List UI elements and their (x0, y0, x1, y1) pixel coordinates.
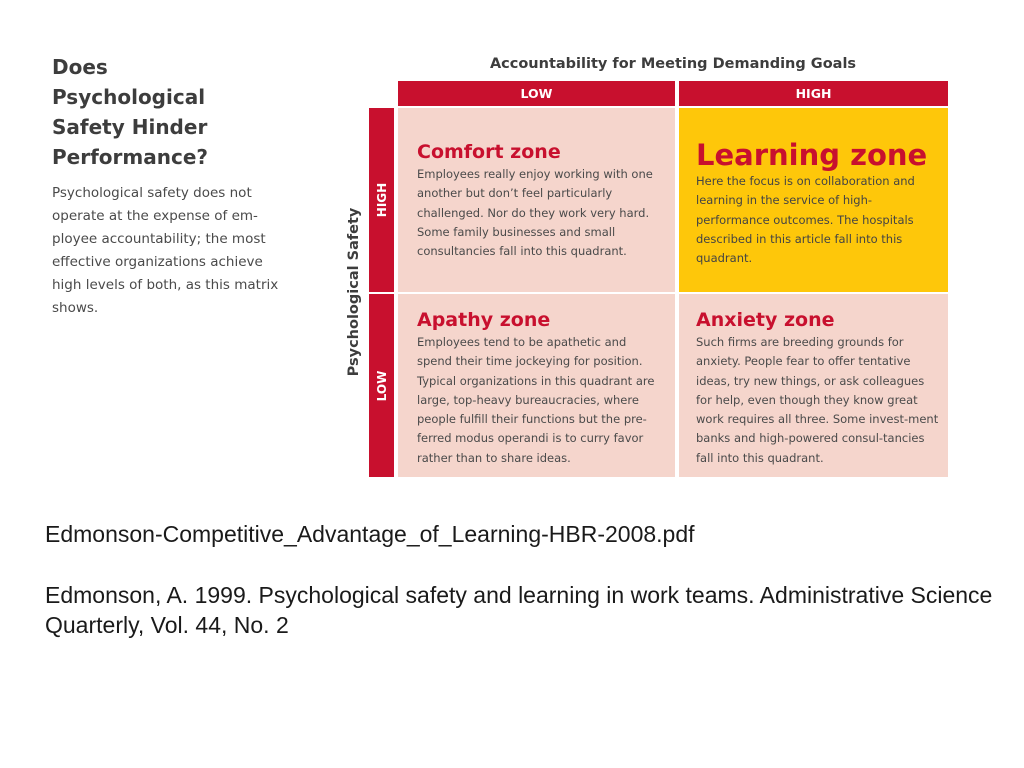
y-axis-title: Psychological Safety (346, 207, 362, 377)
quadrant-apathy-zone (398, 294, 675, 477)
reference-citation: Edmonson, A. 1999. Psychological safety and learning in work teams. Administrative Science Quarterly, Vol. 44, No. 2 (45, 582, 993, 638)
sidebar-title: Does Psychological Safety Hinder Performance? (52, 55, 208, 169)
row-label-high: HIGH (374, 182, 389, 218)
learning-zone-title: Learning zone (696, 138, 928, 172)
apathy-zone-title: Apathy zone (417, 309, 551, 331)
learning-zone-text: Here the focus is on collaboration and learning in the service of high-performance outcomes. The hospitals described in this article fall into this quadrant. (696, 174, 915, 266)
apathy-zone-text: Employees tend to be apathetic and spend their time jockeying for position. Typical organizations in this quadrant are large, top-heavy bureaucracies, where people fulfill their functions but the pre-ferred modus operandi is to curry favor rather than to share ideas. (417, 335, 655, 465)
sidebar-description: Psychological safety does not operate at the expense of em-ployee accountability; the most effective organizations achieve high levels of both, as this matrix shows. (52, 185, 279, 316)
x-axis-title: Accountability for Meeting Demanding Goals (489, 56, 857, 72)
anxiety-zone-text: Such firms are breeding grounds for anxiety. People fear to offer tentative ideas, try new things, or ask colleagues for help, even though they know great work requires all three. Some invest-ment banks and high-powered consul-tancies fall into this quadrant. (696, 335, 939, 465)
quadrant-anxiety-zone (679, 294, 948, 477)
anxiety-zone-title: Anxiety zone (696, 309, 835, 331)
row-header-low (369, 294, 394, 477)
comfort-zone-text: Employees really enjoy working with one another but don’t feel particularly challenged. Nor do they work very hard. Some family businesses and small consultancies fall into this quadrant. (417, 167, 653, 259)
column-header-high: HIGH (679, 81, 948, 106)
reference-filename: Edmonson-Competitive_Advantage_of_Learning-HBR-2008.pdf (45, 521, 695, 547)
comfort-zone-title: Comfort zone (417, 141, 561, 163)
sidebar-panel (52, 52, 292, 320)
quadrant-learning-zone (679, 108, 948, 292)
row-label-low: LOW (374, 370, 389, 401)
row-header-high (369, 108, 394, 292)
quadrant-comfort-zone (398, 108, 675, 292)
column-header-low: LOW (398, 81, 675, 106)
